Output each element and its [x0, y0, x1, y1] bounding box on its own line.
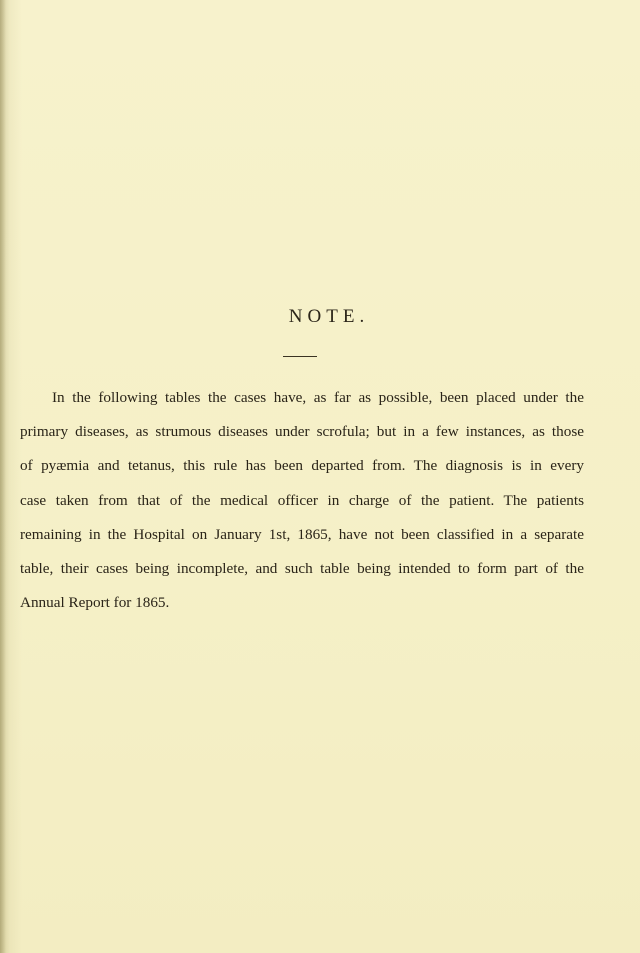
paragraph-line: In the following tables the cases have, as far as possible, been placed under the: [52, 389, 584, 406]
paragraph-line: of pyæmia and tetanus, this rule has been departed from. The diagnosis is in every: [20, 457, 584, 475]
page-title: NOTE.: [288, 306, 370, 327]
paragraph-line: Annual Report for 1865.: [20, 594, 170, 612]
paragraph-line: remaining in the Hospital on January 1st, 1865, have not been classified in a separate: [20, 525, 584, 543]
note-paragraph: [20, 381, 584, 620]
page-edge-shadow: [0, 0, 6, 953]
paragraph-line: table, their cases being incomplete, and such table being intended to form part of the: [20, 560, 584, 578]
title-divider: [283, 356, 317, 357]
paragraph-line: primary diseases, as strumous diseases under scrofula; but in a few instances, as those: [20, 423, 584, 441]
paragraph-line: case taken from that of the medical officer in charge of the patient. The patients: [20, 491, 584, 509]
